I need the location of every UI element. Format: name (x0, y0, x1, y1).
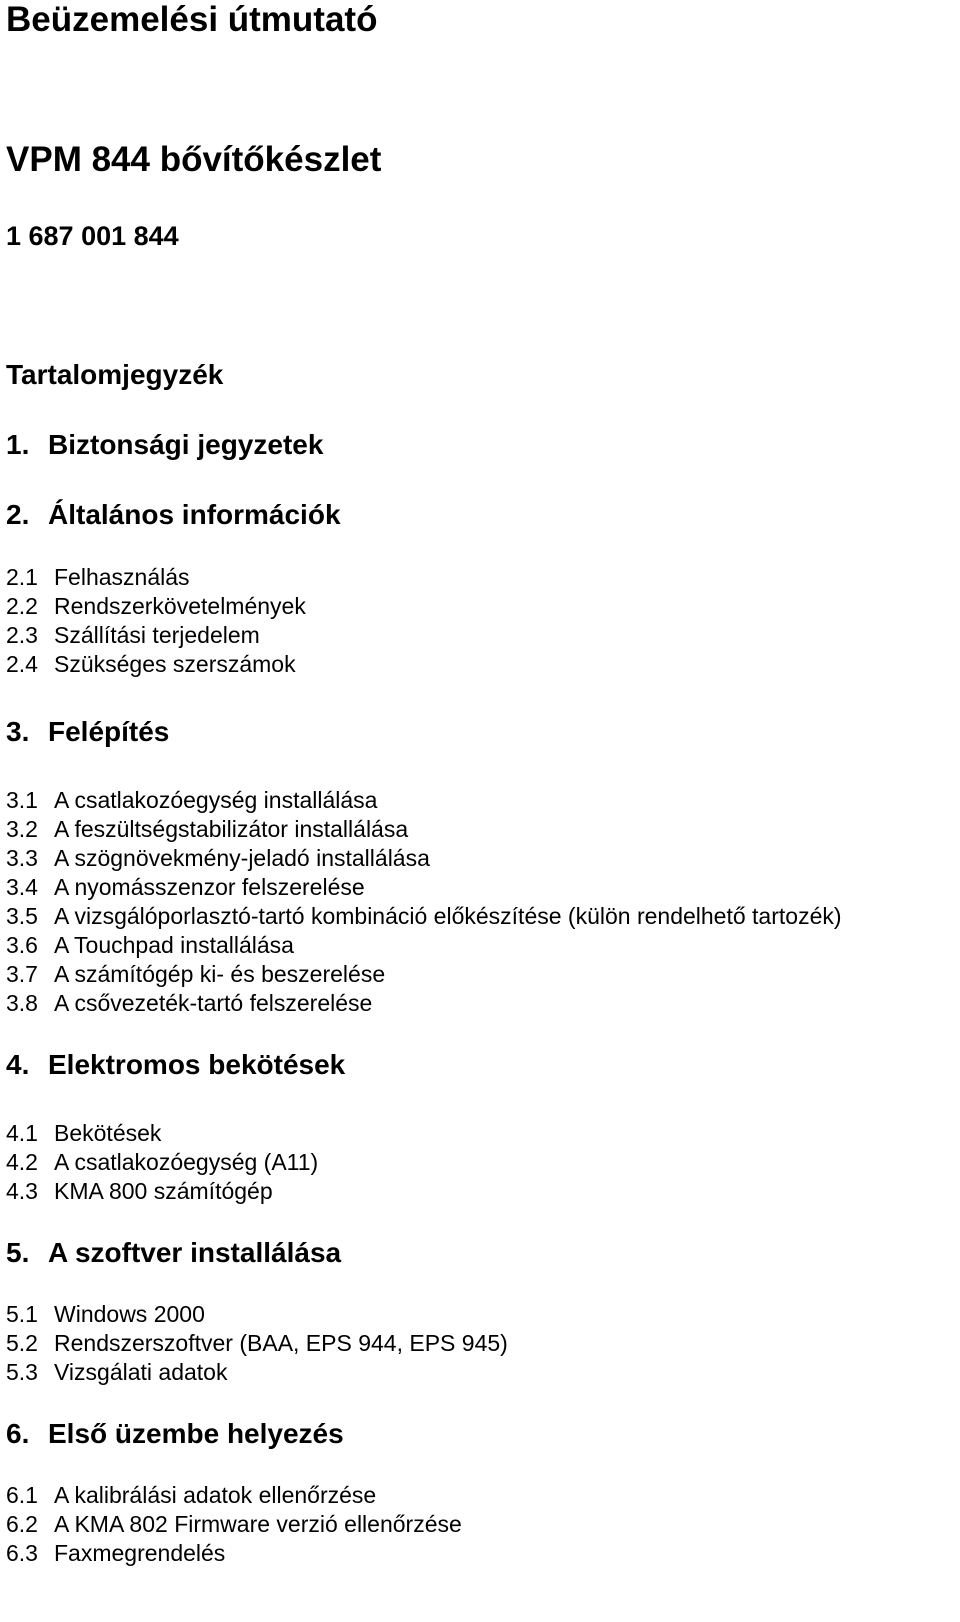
document-title: Beüzemelési útmutató (6, 0, 378, 39)
toc-section-1 (6, 428, 323, 462)
item-number: 3.8 (6, 990, 38, 1016)
toc-section-5 (6, 1236, 341, 1270)
item-number: 3.6 (6, 932, 38, 958)
item-title: Felhasználás (54, 564, 190, 590)
item-title: Faxmegrendelés (54, 1540, 226, 1566)
item-number: 3.4 (6, 874, 38, 900)
toc-item-2-1 (6, 562, 190, 592)
item-title: Windows 2000 (54, 1301, 205, 1327)
item-title: A szögnövekmény-jeladó installálása (54, 845, 430, 871)
section-title: Elektromos bekötések (48, 1049, 346, 1080)
item-title: Szükséges szerszámok (54, 651, 296, 677)
toc-item-6-2 (6, 1509, 462, 1539)
toc-item-5-2 (6, 1328, 508, 1358)
item-number: 2.2 (6, 593, 38, 619)
item-title: A Touchpad installálása (54, 932, 294, 958)
toc-item-3-7 (6, 959, 385, 989)
item-title: A csatlakozóegység installálása (54, 787, 378, 813)
toc-item-5-3 (6, 1357, 227, 1387)
item-number: 5.1 (6, 1301, 38, 1327)
toc-item-2-2 (6, 591, 306, 621)
item-number: 3.5 (6, 903, 38, 929)
item-title: Rendszerszoftver (BAA, EPS 944, EPS 945) (54, 1330, 508, 1356)
item-title: A csatlakozóegység (A11) (54, 1149, 319, 1175)
toc-heading: Tartalomjegyzék (6, 359, 224, 390)
section-title: Felépítés (48, 716, 170, 747)
item-title: A kalibrálási adatok ellenőrzése (54, 1482, 377, 1508)
toc-item-4-2 (6, 1147, 318, 1177)
item-number: 6.1 (6, 1482, 38, 1508)
section-number: 1. (6, 429, 30, 460)
item-number: 3.7 (6, 961, 38, 987)
item-number: 6.3 (6, 1540, 38, 1566)
toc-item-3-3 (6, 843, 430, 873)
product-name: VPM 844 bővítőkészlet (6, 140, 382, 179)
toc-item-4-1 (6, 1118, 161, 1148)
item-title: KMA 800 számítógép (54, 1178, 273, 1204)
toc-item-3-6 (6, 930, 294, 960)
item-title: A feszültségstabilizátor installálása (54, 816, 409, 842)
section-number: 5. (6, 1237, 30, 1268)
item-title: Rendszerkövetelmények (54, 593, 306, 619)
item-number: 2.4 (6, 651, 38, 677)
item-number: 3.2 (6, 816, 38, 842)
item-title: A csővezeték-tartó felszerelése (54, 990, 373, 1016)
part-number: 1 687 001 844 (6, 221, 179, 251)
toc-section-6 (6, 1417, 344, 1451)
toc-item-3-1 (6, 785, 377, 815)
section-number: 2. (6, 499, 30, 530)
item-number: 5.2 (6, 1330, 38, 1356)
toc-item-2-3 (6, 620, 260, 650)
item-number: 3.1 (6, 787, 38, 813)
section-title: Első üzembe helyezés (48, 1418, 344, 1449)
item-title: A számítógép ki- és beszerelése (54, 961, 386, 987)
item-title: A nyomásszenzor felszerelése (54, 874, 365, 900)
toc-section-4 (6, 1048, 345, 1082)
item-title: Bekötések (54, 1120, 162, 1146)
toc-item-4-3 (6, 1176, 273, 1206)
toc-section-2 (6, 498, 341, 532)
section-title: Biztonsági jegyzetek (48, 429, 324, 460)
section-title: A szoftver installálása (48, 1237, 342, 1268)
item-title: A KMA 802 Firmware verzió ellenőrzése (54, 1511, 462, 1537)
item-number: 5.3 (6, 1359, 38, 1385)
toc-item-6-3 (6, 1538, 225, 1568)
toc-item-3-8 (6, 988, 372, 1018)
item-title: A vizsgálóporlasztó-tartó kombináció előkészítése (külön rendelhető tartozék) (54, 903, 842, 929)
item-number: 2.3 (6, 622, 38, 648)
toc-item-6-1 (6, 1480, 376, 1510)
toc-item-3-5 (6, 901, 842, 931)
item-title: Vizsgálati adatok (54, 1359, 228, 1385)
toc-item-3-4 (6, 872, 365, 902)
item-number: 4.3 (6, 1178, 38, 1204)
toc-item-2-4 (6, 649, 296, 679)
section-number: 4. (6, 1049, 30, 1080)
section-number: 6. (6, 1418, 30, 1449)
toc-section-3 (6, 715, 169, 749)
item-number: 3.3 (6, 845, 38, 871)
item-number: 6.2 (6, 1511, 38, 1537)
section-title: Általános információk (48, 499, 341, 530)
item-number: 2.1 (6, 564, 38, 590)
toc-item-5-1 (6, 1299, 205, 1329)
section-number: 3. (6, 716, 30, 747)
item-number: 4.1 (6, 1120, 38, 1146)
item-title: Szállítási terjedelem (54, 622, 260, 648)
item-number: 4.2 (6, 1149, 38, 1175)
toc-item-3-2 (6, 814, 408, 844)
